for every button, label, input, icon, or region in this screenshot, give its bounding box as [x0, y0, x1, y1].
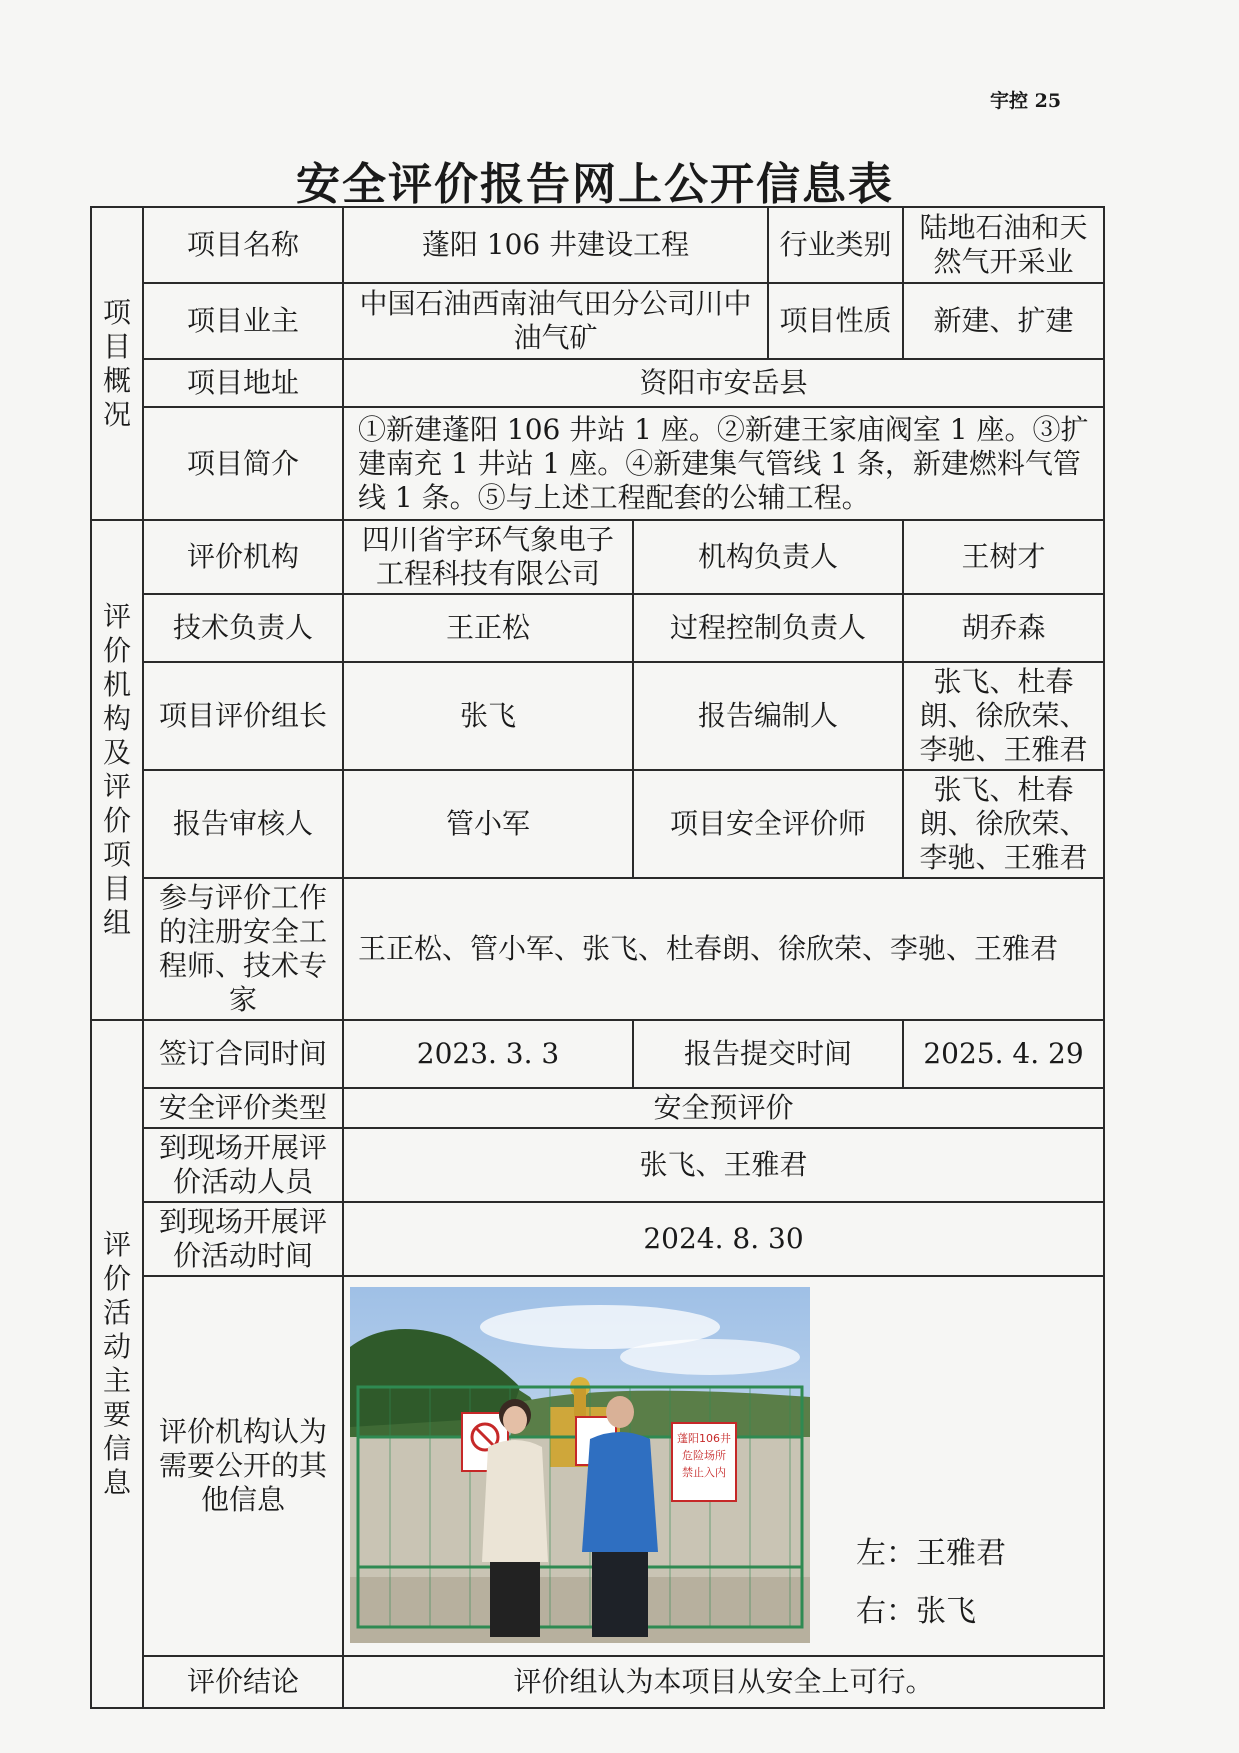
section-activity-info: 评价活动主要信息 — [91, 1020, 143, 1708]
address-value: 资阳市安岳县 — [343, 359, 1104, 407]
eval-type-value: 安全预评价 — [343, 1088, 1104, 1128]
safety-assessor-value: 张飞、杜春朗、徐欣荣、李驰、王雅君 — [903, 770, 1104, 878]
reviewer-label: 报告审核人 — [143, 770, 343, 878]
photo-caption-right: 右：张飞 — [856, 1594, 976, 1629]
section-eval-org: 评价机构及评价项目组 — [91, 520, 143, 1020]
safety-assessor-label: 项目安全评价师 — [633, 770, 903, 878]
photo-caption-left: 左：王雅君 — [856, 1536, 1006, 1571]
site-people-label: 到现场开展评价活动人员 — [143, 1128, 343, 1202]
tech-head-value: 王正松 — [343, 594, 633, 662]
contract-date-value: 2023. 3. 3 — [343, 1020, 633, 1088]
other-info-value — [343, 1276, 1104, 1656]
nature-label: 项目性质 — [768, 283, 903, 359]
contract-date-label: 签订合同时间 — [143, 1020, 343, 1088]
tech-head-label: 技术负责人 — [143, 594, 343, 662]
agency-label: 评价机构 — [143, 520, 343, 594]
site-time-value: 2024. 8. 30 — [343, 1202, 1104, 1276]
document-code: 宇控 25 — [990, 90, 1062, 112]
project-name-value: 蓬阳 106 井建设工程 — [343, 207, 768, 283]
brief-value: ①新建蓬阳 106 井站 1 座。②新建王家庙阀室 1 座。③扩建南充 1 井站 1 座。④新建集气管线 1 条，新建燃料气管线 1 条。⑤与上述工程配套的公辅工程。 — [343, 407, 1104, 520]
address-label: 项目地址 — [143, 359, 343, 407]
report-writer-value: 张飞、杜春朗、徐欣荣、李驰、王雅君 — [903, 662, 1104, 770]
process-head-value: 胡乔森 — [903, 594, 1104, 662]
site-people-value: 张飞、王雅君 — [343, 1128, 1104, 1202]
submit-date-value: 2025. 4. 29 — [903, 1020, 1104, 1088]
svg-text:危险场所: 危险场所 — [682, 1449, 726, 1462]
team-leader-value: 张飞 — [343, 662, 633, 770]
conclusion-label: 评价结论 — [143, 1656, 343, 1708]
svg-text:禁止入内: 禁止入内 — [682, 1466, 726, 1479]
eval-type-label: 安全评价类型 — [143, 1088, 343, 1128]
process-head-label: 过程控制负责人 — [633, 594, 903, 662]
submit-date-label: 报告提交时间 — [633, 1020, 903, 1088]
site-time-label: 到现场开展评价活动时间 — [143, 1202, 343, 1276]
project-name-label: 项目名称 — [143, 207, 343, 283]
team-leader-label: 项目评价组长 — [143, 662, 343, 770]
site-photo — [350, 1287, 810, 1643]
agency-head-label: 机构负责人 — [633, 520, 903, 594]
experts-value: 王正松、管小军、张飞、杜春朗、徐欣荣、李驰、王雅君 — [343, 878, 1104, 1020]
conclusion-value: 评价组认为本项目从安全上可行。 — [343, 1656, 1104, 1708]
other-info-label: 评价机构认为需要公开的其他信息 — [143, 1276, 343, 1656]
svg-text:蓬阳106井: 蓬阳106井 — [677, 1432, 731, 1445]
section-project-overview: 项目概况 — [91, 207, 143, 520]
agency-head-value: 王树才 — [903, 520, 1104, 594]
industry-label: 行业类别 — [768, 207, 903, 283]
report-writer-label: 报告编制人 — [633, 662, 903, 770]
agency-value: 四川省宇环气象电子工程科技有限公司 — [343, 520, 633, 594]
industry-value: 陆地石油和天然气开采业 — [903, 207, 1104, 283]
site-photo-image — [350, 1287, 810, 1643]
owner-value: 中国石油西南油气田分公司川中油气矿 — [343, 283, 768, 359]
nature-value: 新建、扩建 — [903, 283, 1104, 359]
owner-label: 项目业主 — [143, 283, 343, 359]
reviewer-value: 管小军 — [343, 770, 633, 878]
brief-label: 项目简介 — [143, 407, 343, 520]
experts-label: 参与评价工作的注册安全工程师、技术专家 — [143, 878, 343, 1020]
info-table — [90, 206, 1105, 1709]
document-title: 安全评价报告网上公开信息表 — [296, 159, 894, 210]
